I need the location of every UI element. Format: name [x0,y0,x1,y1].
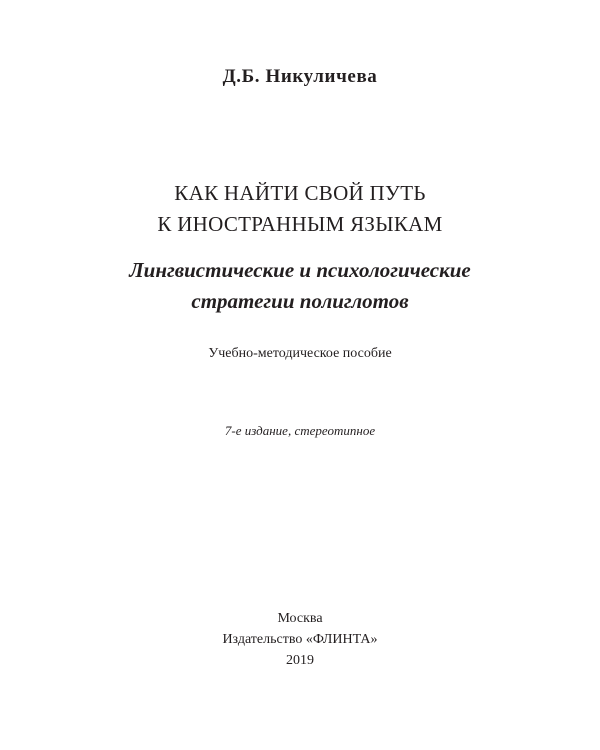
imprint-year: 2019 [286,653,314,668]
edition-note: 7-е издание, стереотипное [224,423,376,438]
book-subtitle [0,255,600,317]
imprint [0,608,600,671]
book-title [0,178,600,240]
book-subtitle-line-1: Лингвистические и психологические [129,258,471,282]
imprint-publisher: Издательство «ФЛИНТА» [222,632,378,647]
book-subtitle-line-2: стратегии полиглотов [191,289,409,313]
publication-type: Учебно-методическое пособие [208,346,392,361]
book-title-line-1: КАК НАЙТИ СВОЙ ПУТЬ [174,181,426,205]
author-name: Д.Б. Никуличева [222,66,378,87]
imprint-city: Москва [277,611,323,626]
book-title-line-2: К ИНОСТРАННЫМ ЯЗЫКАМ [157,212,443,236]
